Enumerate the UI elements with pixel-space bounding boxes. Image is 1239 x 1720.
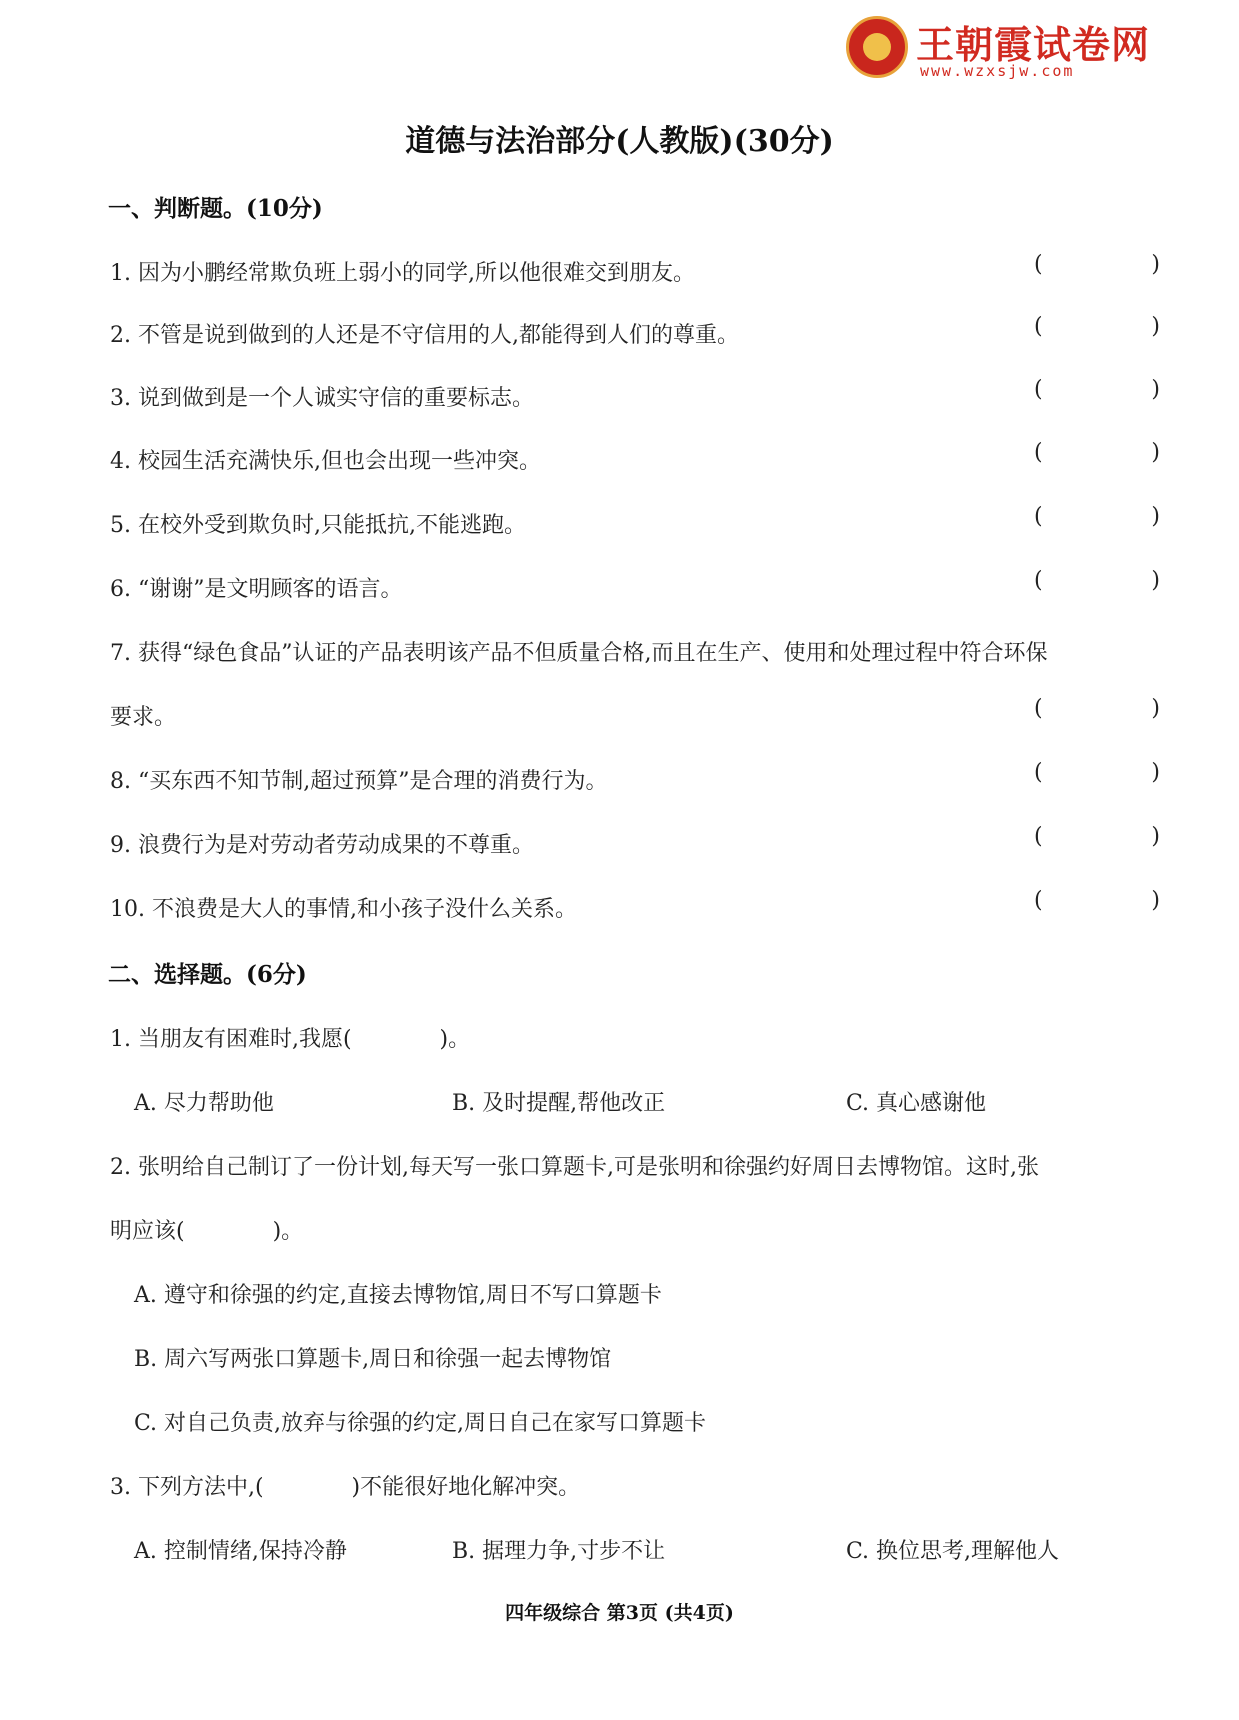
logo-badge-icon [846,16,908,78]
page-title: 道德与法治部分(人教版)(30分) [405,124,834,159]
choice-q2-stem: 2. 张明给自己制订了一份计划,每天写一张口算题卡,可是张明和徐强约好周日去博物馆。这时,张 [110,1155,1039,1180]
choice-q3-stem: 3. 下列方法中,( )不能很好地化解冲突。 [110,1475,581,1500]
judge-item-8: 8. “买东西不知节制,超过预算”是合理的消费行为。 [110,769,608,794]
choice-q2-option-b: B. 周六写两张口算题卡,周日和徐强一起去博物馆 [134,1347,612,1372]
choice-q3-option-b: B. 据理力争,寸步不让 [452,1539,666,1564]
choice-q1-option-a: A. 尽力帮助他 [134,1091,274,1116]
choice-q1-stem: 1. 当朋友有困难时,我愿( )。 [110,1027,471,1052]
choice-q2-stem-cont: 明应该( )。 [110,1219,304,1244]
judge-item-9: 9. 浪费行为是对劳动者劳动成果的不尊重。 [110,833,534,858]
judge-item-1: 1. 因为小鹏经常欺负班上弱小的同学,所以他很难交到朋友。 [110,261,695,286]
page-footer: 四年级综合 第3页 (共4页) [505,1602,734,1624]
site-logo [846,12,1151,82]
choice-q3-option-a: A. 控制情绪,保持冷静 [134,1539,347,1564]
logo-name: 王朝霞试卷网 [916,23,1151,67]
choice-q3-option-c: C. 换位思考,理解他人 [846,1539,1060,1564]
choice-q2-option-c: C. 对自己负责,放弃与徐强的约定,周日自己在家写口算题卡 [134,1411,707,1436]
choice-q2-option-a: A. 遵守和徐强的约定,直接去博物馆,周日不写口算题卡 [134,1283,662,1308]
choice-q1-option-b: B. 及时提醒,帮他改正 [452,1091,666,1116]
judge-item-7: 7. 获得“绿色食品”认证的产品表明该产品不但质量合格,而且在生产、使用和处理过程中符合环保 [110,641,1048,666]
judge-item-5: 5. 在校外受到欺负时,只能抵抗,不能逃跑。 [110,513,526,538]
judge-item-3: 3. 说到做到是一个人诚实守信的重要标志。 [110,386,534,411]
logo-url: www.wzxsjw.com [920,62,1075,80]
judge-item-10: 10. 不浪费是大人的事情,和小孩子没什么关系。 [110,897,577,922]
judge-item-6: 6. “谢谢”是文明顾客的语言。 [110,577,403,602]
judge-item-2: 2. 不管是说到做到的人还是不守信用的人,都能得到人们的尊重。 [110,323,739,348]
choice-q1-option-c: C. 真心感谢他 [846,1091,987,1116]
section2-heading: 二、选择题。(6分) [108,961,307,988]
judge-item-7-cont: 要求。 [110,705,177,730]
judge-item-4: 4. 校园生活充满快乐,但也会出现一些冲突。 [110,449,541,474]
section1-heading: 一、判断题。(10分) [108,195,323,222]
